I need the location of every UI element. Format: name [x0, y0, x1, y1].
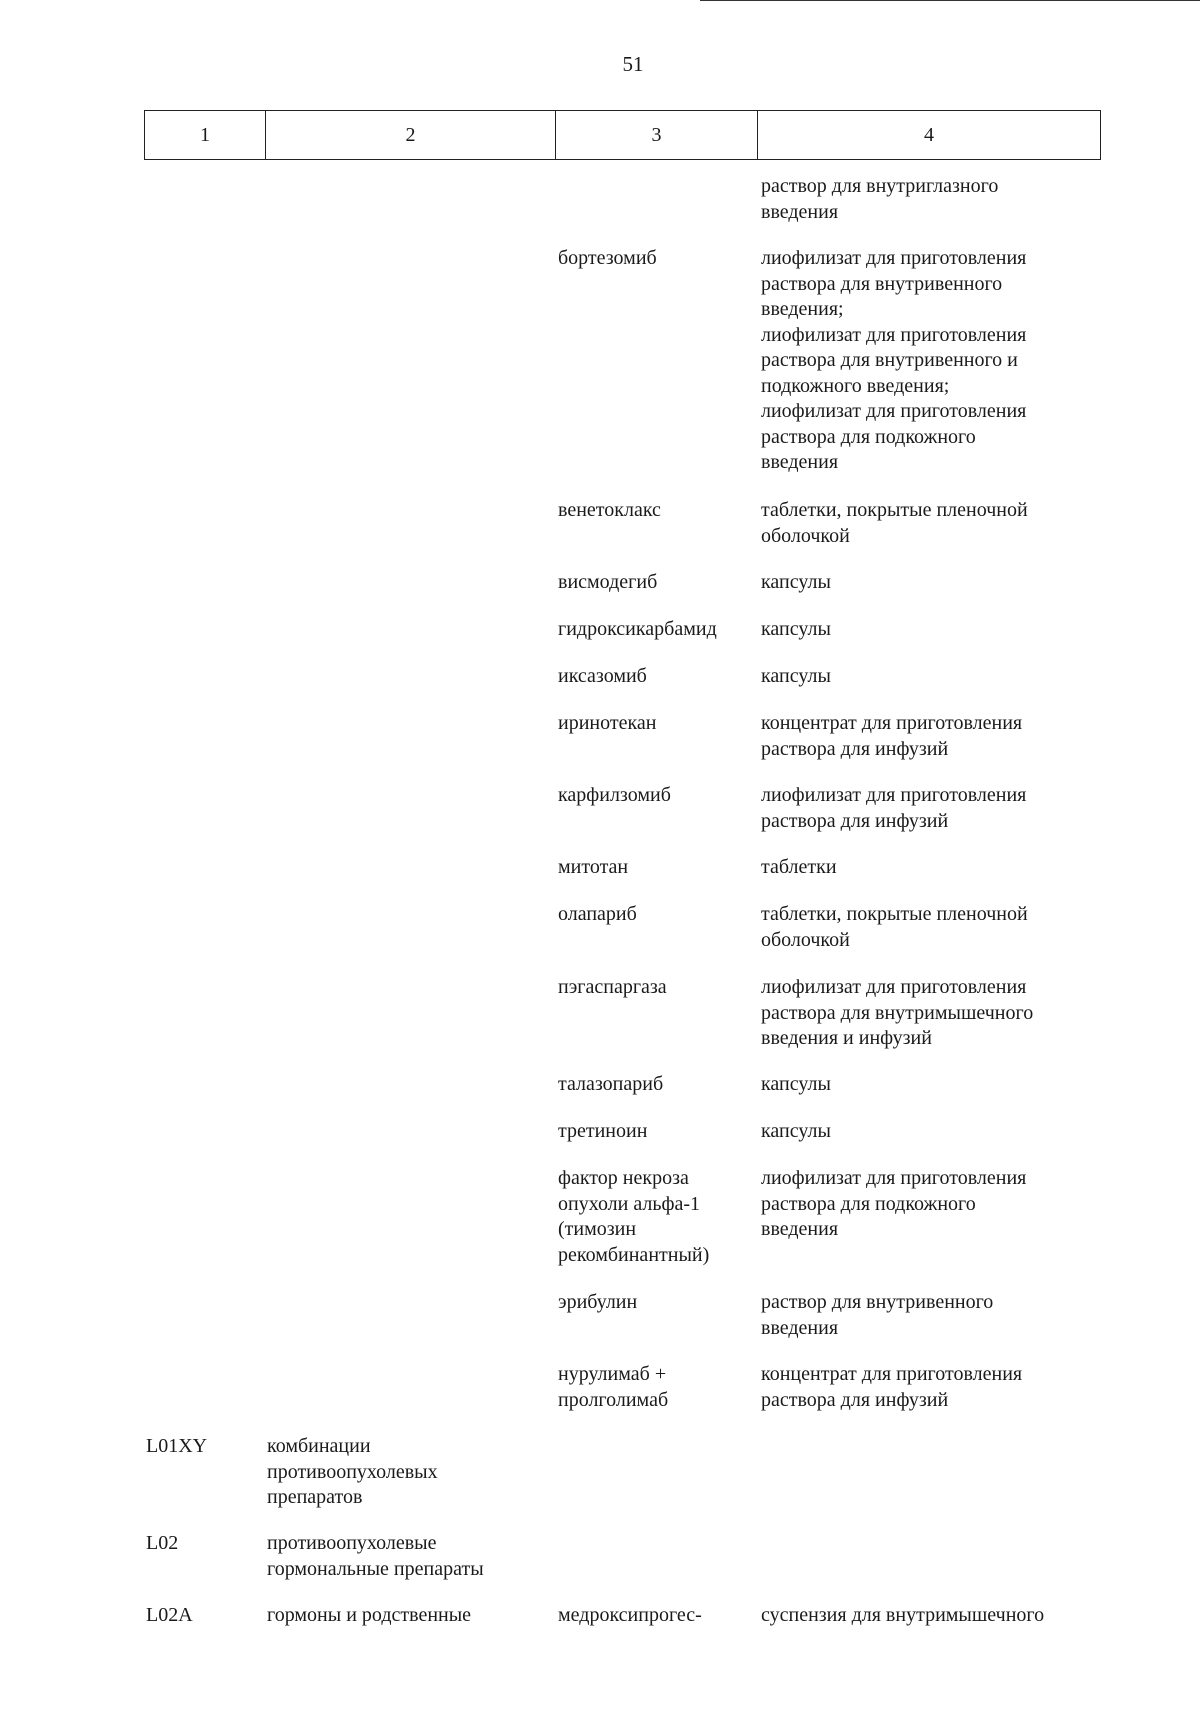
dosage-form-line: раствора для внутривенного	[761, 272, 1003, 295]
anatomic-group-line: гормональные препараты	[267, 1557, 484, 1580]
dosage-form-line: капсулы	[761, 665, 831, 687]
drug-name-line: медроксипрогес-	[558, 1604, 702, 1626]
drug-name-line: эрибулин	[558, 1291, 638, 1313]
anatomic-group-line: противоопухолевых	[267, 1460, 438, 1483]
dosage-form	[761, 902, 1091, 953]
dosage-form-line: введения	[761, 1316, 839, 1339]
drug-name-line: олапариб	[558, 903, 637, 925]
dosage-form-line: раствора для инфузий	[761, 809, 949, 832]
dosage-form-line: введения и инфузий	[761, 1027, 932, 1049]
drug-name-line: митотан	[558, 856, 629, 878]
drug-name-line: пэгаспаргаза	[558, 976, 667, 998]
dosage-form-line: лиофилизат для приготовления	[761, 1167, 1027, 1189]
atc-code: L02	[146, 1532, 179, 1554]
dosage-form-line: введения;	[761, 298, 844, 320]
drug-name-line: пролголимаб	[558, 1388, 669, 1411]
dosage-form-line: таблетки	[761, 856, 837, 878]
dosage-form	[761, 783, 1091, 834]
dosage-form	[761, 617, 1091, 643]
drug-name	[558, 855, 758, 881]
dosage-form-line: подкожного введения;	[761, 374, 950, 397]
dosage-form	[761, 664, 1091, 690]
page-number: 51	[622, 52, 644, 76]
dosage-form-line: раствора для подкожного	[761, 425, 976, 448]
dosage-form	[761, 1362, 1091, 1413]
drug-name-line: опухоли альфа-1	[558, 1192, 701, 1215]
dosage-form-line: концентрат для приготовления	[761, 1363, 1023, 1385]
dosage-form-line: оболочкой	[761, 928, 850, 951]
top-edge-rule	[700, 0, 1200, 1]
dosage-form-line: суспензия для внутримышечного	[761, 1604, 1045, 1626]
atc-code: L01XY	[146, 1435, 208, 1457]
drug-name-line: третиноин	[558, 1120, 648, 1142]
drug-name	[558, 246, 758, 272]
table-header	[144, 110, 1101, 160]
anatomic-group	[267, 1603, 537, 1629]
dosage-form-line: лиофилизат для приготовления	[761, 784, 1027, 806]
anatomic-group	[267, 1531, 537, 1582]
drug-name	[558, 711, 758, 737]
drug-name	[558, 1603, 758, 1629]
drug-name-line: бортезомиб	[558, 247, 657, 269]
drug-name	[558, 1072, 758, 1098]
drug-name	[558, 975, 758, 1001]
dosage-form-line: капсулы	[761, 618, 831, 640]
dosage-form	[761, 855, 1091, 881]
header-col-2: 2	[266, 111, 556, 159]
dosage-form-line: концентрат для приготовления	[761, 712, 1023, 734]
dosage-form	[761, 1119, 1091, 1145]
drug-name	[558, 1119, 758, 1145]
drug-name-line: висмодегиб	[558, 571, 658, 593]
dosage-form-line: оболочкой	[761, 524, 850, 547]
header-col-3: 3	[556, 111, 758, 159]
dosage-form	[761, 1072, 1091, 1098]
drug-name-line: иксазомиб	[558, 665, 647, 687]
drug-name-line: гидроксикарбамид	[558, 618, 717, 640]
dosage-form-line: раствор для внутриглазного	[761, 175, 999, 197]
drug-name	[558, 783, 758, 809]
dosage-form-line: таблетки, покрытые пленочной	[761, 903, 1028, 925]
anatomic-group-line: препаратов	[267, 1486, 363, 1508]
drug-name-line: талазопариб	[558, 1073, 664, 1095]
drug-name-line: нурулимаб +	[558, 1363, 667, 1385]
drug-name-line: рекомбинантный)	[558, 1243, 710, 1266]
dosage-form-line: капсулы	[761, 1073, 831, 1095]
dosage-form-line: введения	[761, 1218, 839, 1240]
drug-name-line: венетоклакс	[558, 499, 661, 521]
dosage-form	[761, 246, 1091, 476]
dosage-form	[761, 570, 1091, 596]
dosage-form-line: лиофилизат для приготовления	[761, 323, 1027, 346]
drug-name-line: иринотекан	[558, 712, 657, 734]
drug-name	[558, 570, 758, 596]
drug-name-line: (тимозин	[558, 1218, 637, 1240]
dosage-form-line: раствора для внутримышечного	[761, 1001, 1034, 1024]
drug-name	[558, 1290, 758, 1316]
dosage-form	[761, 174, 1091, 225]
dosage-form-line: раствора для подкожного	[761, 1192, 976, 1215]
dosage-form-line: лиофилизат для приготовления	[761, 247, 1027, 269]
dosage-form-line: лиофилизат для приготовления	[761, 976, 1027, 998]
dosage-form-line: раствора для внутривенного и	[761, 349, 1018, 371]
dosage-form-line: капсулы	[761, 571, 831, 593]
dosage-form	[761, 975, 1091, 1052]
drug-name-line: фактор некроза	[558, 1167, 689, 1189]
anatomic-group-line: противоопухолевые	[267, 1532, 437, 1554]
drug-name-line: карфилзомиб	[558, 784, 671, 806]
anatomic-group-line: гормоны и родственные	[267, 1604, 472, 1626]
header-col-1: 1	[145, 111, 266, 159]
dosage-form	[761, 1166, 1091, 1243]
dosage-form-line: таблетки, покрытые пленочной	[761, 499, 1028, 521]
drug-name	[558, 664, 758, 690]
atc-code: L02A	[146, 1604, 193, 1626]
drug-name	[558, 1166, 758, 1268]
anatomic-group-line: комбинации	[267, 1435, 371, 1457]
dosage-form-line: раствора для инфузий	[761, 1388, 949, 1411]
dosage-form-line: введения	[761, 451, 839, 473]
dosage-form	[761, 498, 1091, 549]
dosage-form-line: лиофилизат для приготовления	[761, 400, 1027, 422]
header-col-4: 4	[924, 123, 934, 146]
drug-name	[558, 1362, 758, 1413]
drug-name	[558, 617, 758, 643]
anatomic-group	[267, 1434, 537, 1511]
dosage-form	[761, 1603, 1091, 1629]
dosage-form	[761, 711, 1091, 762]
dosage-form-line: капсулы	[761, 1120, 831, 1142]
dosage-form	[761, 1290, 1091, 1341]
dosage-form-line: раствора для инфузий	[761, 737, 949, 760]
drug-name	[558, 902, 758, 928]
drug-name	[558, 498, 758, 524]
dosage-form-line: введения	[761, 200, 839, 223]
dosage-form-line: раствор для внутривенного	[761, 1291, 994, 1313]
